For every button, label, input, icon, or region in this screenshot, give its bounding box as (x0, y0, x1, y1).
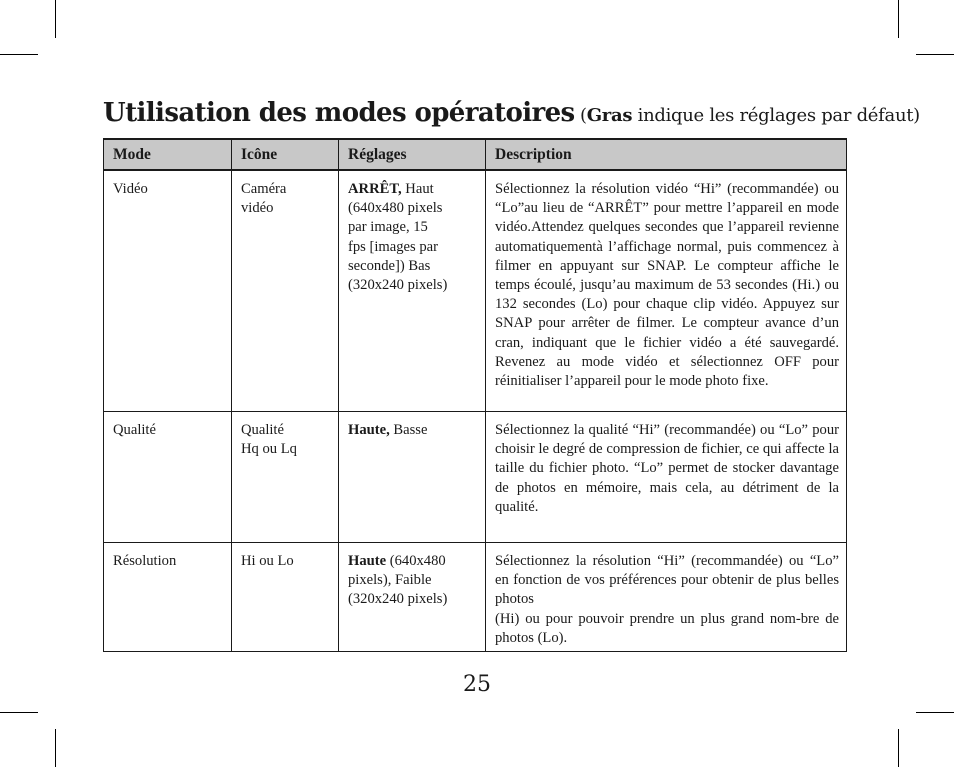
crop-mark-top-right-horizontal (916, 54, 954, 55)
page-title-note-bold: Gras (586, 105, 633, 126)
table-row (104, 170, 847, 412)
page-title-note: (Gras indique les réglages par défaut) (574, 105, 920, 126)
icon-cell: Qualité Hq ou Lq (232, 412, 339, 543)
crop-mark-top-right-vertical (898, 0, 899, 38)
mode-cell: Vidéo (104, 170, 232, 412)
table-row (104, 543, 847, 652)
crop-mark-bottom-right-vertical (898, 729, 899, 767)
settings-cell: Haute (640x480 pixels), Faible (320x240 pixels) (339, 543, 486, 652)
operating-modes-table (103, 138, 847, 652)
icon-cell: Caméra vidéo (232, 170, 339, 412)
mode-cell: Résolution (104, 543, 232, 652)
crop-mark-bottom-left-vertical (55, 729, 56, 767)
crop-mark-top-left-vertical (55, 0, 56, 38)
header-mode: Mode (104, 139, 232, 170)
default-setting: ARRÊT, (348, 181, 402, 197)
header-settings: Réglages (339, 139, 486, 170)
description-cell: Sélectionnez la résolution vidéo “Hi” (recommandée) ou “Lo”au lieu de “ARRÊT” pour mettre l’appareil en mode vidéo.Attendez quelques secondes que l’appareil revienne automatiquementà l’affichage normal, puis commencez à filmer en appuyant sur SNAP. Le compteur affiche le temps écoulé, jusqu’au maximum de 53 secondes (Hi.) ou 132 secondes (Lo) pour chaque clip vidéo. Appuyez sur SNAP pour arrêter de filmer. Le compteur avance d’un cran, indiquant que le fichier vidéo a été sauvegardé. Revenez au mode vidéo et sélectionnez OFF pour réinitialiser l’appareil pour le mode photo fixe. (486, 170, 847, 412)
description-cell: Sélectionnez la qualité “Hi” (recommandée) ou “Lo” pour choisir le degré de compression de fichier, ce qui affecte la taille du fichier photo. “Lo” permet de stocker davantage de photos en mémoire, mais cela, au détriment de la qualité. (486, 412, 847, 543)
mode-cell: Qualité (104, 412, 232, 543)
default-setting: Haute (348, 553, 387, 569)
table-header-row (104, 139, 847, 170)
table-row (104, 412, 847, 543)
page-number: 25 (463, 672, 491, 697)
header-icon: Icône (232, 139, 339, 170)
crop-mark-top-left-horizontal (0, 54, 38, 55)
header-description: Description (486, 139, 847, 170)
crop-mark-bottom-right-horizontal (916, 712, 954, 713)
page-title-main: Utilisation des modes opératoires (103, 98, 575, 128)
settings-cell: ARRÊT, Haut (640x480 pixels par image, 15 fps [images par seconde]) Bas (320x240 pixels) (339, 170, 486, 412)
description-cell: Sélectionnez la résolution “Hi” (recommandée) ou “Lo” en fonction de vos préférences pour obtenir de plus belles photos (Hi) ou pour pouvoir prendre un plus grand nom-bre de photos (Lo). (486, 543, 847, 652)
page-title (103, 98, 920, 128)
settings-cell: Haute, Basse (339, 412, 486, 543)
crop-mark-bottom-left-horizontal (0, 712, 38, 713)
default-setting: Haute, (348, 422, 390, 438)
icon-cell: Hi ou Lo (232, 543, 339, 652)
